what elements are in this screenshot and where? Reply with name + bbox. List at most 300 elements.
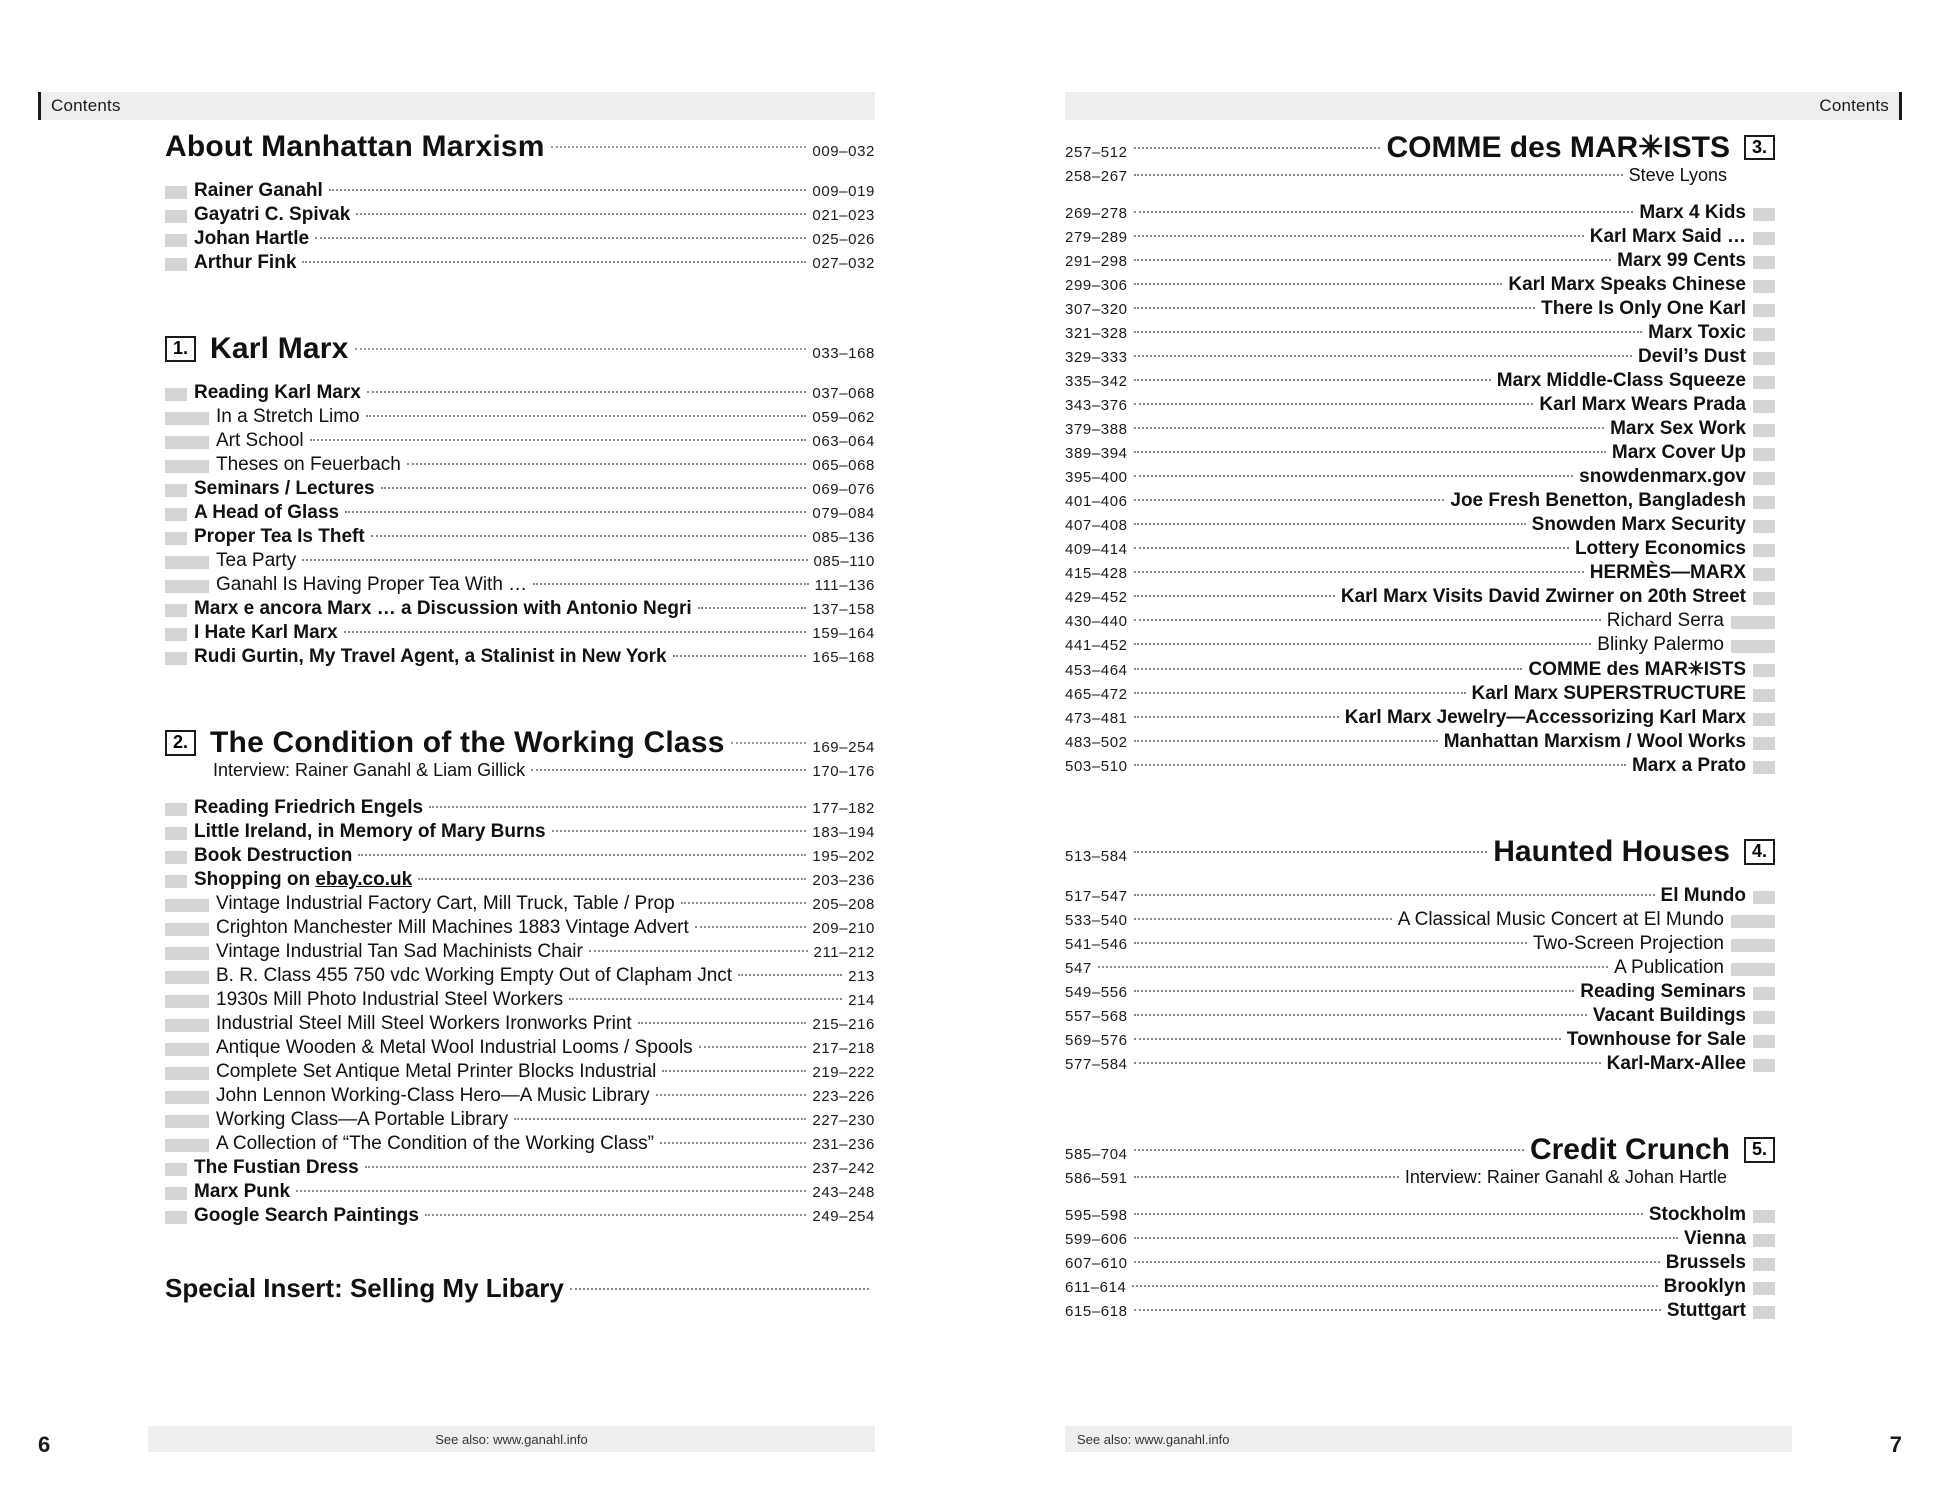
- list-item-pages: 269–278: [1065, 205, 1128, 222]
- list-item-label: Rainer Ganahl: [194, 180, 323, 201]
- list-item[interactable]: [165, 406, 875, 428]
- spacer: [165, 274, 875, 332]
- footer-note-left-label: See also: www.ganahl.info: [435, 1431, 588, 1447]
- tab-marker-icon: [1753, 424, 1775, 437]
- list-item-label: Townhouse for Sale: [1566, 1029, 1746, 1050]
- list-item-label: Blinky Palermo: [1597, 634, 1724, 655]
- list-item[interactable]: [165, 797, 875, 819]
- chapter-number-badge: 4.: [1744, 839, 1775, 865]
- list-item-pages: 389–394: [1065, 445, 1128, 462]
- chapter-heading-2[interactable]: [165, 726, 875, 760]
- list-item[interactable]: [1065, 1029, 1775, 1051]
- leader-dots: [551, 146, 807, 148]
- list-item-pages: 069–076: [812, 481, 875, 498]
- tab-marker-icon: [1753, 544, 1775, 557]
- leader-dots: [569, 998, 842, 1000]
- list-item[interactable]: [165, 1181, 875, 1203]
- list-item[interactable]: [165, 252, 875, 274]
- list-item-pages: 533–540: [1065, 912, 1128, 929]
- list-item-pages: 541–546: [1065, 936, 1128, 953]
- list-item[interactable]: [1065, 442, 1775, 464]
- list-item[interactable]: [165, 1133, 875, 1155]
- list-item-label: Industrial Steel Mill Steel Workers Ironworks Print: [216, 1013, 632, 1034]
- list-item-pages: 213: [848, 968, 875, 985]
- list-item-pages: 214: [848, 992, 875, 1009]
- tab-marker-icon: [1753, 496, 1775, 509]
- list-item-pages: 217–218: [812, 1040, 875, 1057]
- tab-marker-icon: [1753, 1258, 1775, 1271]
- leader-dots: [673, 655, 807, 657]
- leader-dots: [1134, 1062, 1601, 1064]
- leader-dots: [570, 1288, 869, 1290]
- tab-marker-icon: [1753, 256, 1775, 269]
- leader-dots: [1134, 427, 1605, 429]
- list-item[interactable]: [1065, 514, 1775, 536]
- leader-dots: [429, 806, 806, 808]
- tab-marker-icon: [165, 971, 209, 984]
- tab-marker-icon: [1753, 400, 1775, 413]
- tab-marker-icon: [165, 556, 209, 569]
- list-item-pages: 021–023: [812, 207, 875, 224]
- leader-dots: [329, 189, 807, 191]
- tab-marker-icon: [165, 388, 187, 401]
- tab-marker-icon: [165, 899, 209, 912]
- tab-marker-icon: [1753, 280, 1775, 293]
- leader-dots: [514, 1118, 806, 1120]
- list-item-label: The Fustian Dress: [194, 1157, 359, 1178]
- leader-dots: [1134, 523, 1526, 525]
- tab-marker-icon: [1753, 208, 1775, 221]
- list-item-label: Devil’s Dust: [1637, 346, 1746, 367]
- list-item[interactable]: [165, 1013, 875, 1035]
- list-item-label: Reading Karl Marx: [194, 382, 361, 403]
- tab-marker-icon: [1753, 304, 1775, 317]
- leader-dots: [296, 1190, 806, 1192]
- chapter-2-subtitle[interactable]: [213, 760, 875, 781]
- leader-dots: [1134, 1309, 1661, 1311]
- list-item-pages: 409–414: [1065, 541, 1128, 558]
- list-item-label: A Publication: [1614, 957, 1724, 978]
- list-item[interactable]: [165, 204, 875, 226]
- list-item[interactable]: [1065, 707, 1775, 729]
- list-item-label: Karl Marx Wears Prada: [1539, 394, 1746, 415]
- list-item[interactable]: [1065, 1053, 1775, 1075]
- list-item-pages: 085–136: [812, 529, 875, 546]
- leader-dots: [381, 487, 807, 489]
- chapter-heading-4[interactable]: [1065, 835, 1775, 869]
- list-item-label: A Head of Glass: [194, 502, 340, 523]
- chapter-3-subtitle-pages: 258–267: [1065, 168, 1128, 185]
- list-item-pages: 223–226: [812, 1088, 875, 1105]
- chapter-2-subtitle-pages: 170–176: [812, 763, 875, 780]
- list-item[interactable]: [1065, 466, 1775, 488]
- spacer: [1065, 869, 1775, 883]
- list-item-pages: 249–254: [812, 1208, 875, 1225]
- tab-marker-icon: [1753, 664, 1775, 677]
- spacer: [1065, 1188, 1775, 1202]
- list-item[interactable]: [165, 622, 875, 644]
- list-item-pages: 291–298: [1065, 253, 1128, 270]
- leader-dots: [1134, 1261, 1660, 1263]
- tab-marker-icon: [1753, 713, 1775, 726]
- special-insert-heading[interactable]: [165, 1273, 875, 1304]
- list-item-label: I Hate Karl Marx: [194, 622, 338, 643]
- list-item[interactable]: [165, 646, 875, 668]
- running-head-left: [38, 92, 875, 120]
- list-item-label: B. R. Class 455 750 vdc Working Empty Out of Clapham Jnct: [216, 965, 733, 986]
- list-item-pages: 009–019: [812, 183, 875, 200]
- list-item-label: A Classical Music Concert at El Mundo: [1397, 909, 1724, 930]
- list-item[interactable]: [1065, 1228, 1775, 1250]
- section-heading-about-pages: 009–032: [812, 143, 875, 160]
- list-item-label: Theses on Feuerbach: [216, 454, 401, 475]
- leader-dots: [1134, 740, 1438, 742]
- list-item[interactable]: [1065, 683, 1775, 705]
- list-item-pages: 415–428: [1065, 565, 1128, 582]
- leader-dots: [1134, 942, 1527, 944]
- tab-marker-icon: [165, 652, 187, 665]
- leader-dots: [358, 854, 806, 856]
- list-item-label: Little Ireland, in Memory of Mary Burns: [194, 821, 546, 842]
- list-item-label: Ganahl Is Having Proper Tea With …: [216, 574, 528, 595]
- list-item[interactable]: [165, 821, 875, 843]
- chapter-3-subtitle[interactable]: [1065, 165, 1727, 186]
- list-item[interactable]: [165, 430, 875, 452]
- list-item[interactable]: [1065, 1005, 1775, 1027]
- list-item-pages: 453–464: [1065, 662, 1128, 679]
- list-item[interactable]: [1065, 885, 1775, 907]
- chapter-heading-1[interactable]: [165, 332, 875, 366]
- leader-dots: [731, 742, 807, 744]
- list-item-label: snowdenmarx.gov: [1579, 466, 1746, 487]
- tab-marker-icon: [165, 604, 187, 617]
- list-item-label: Crighton Manchester Mill Machines 1883 Vintage Advert: [216, 917, 689, 938]
- list-item-label: COMME des MAR✳ISTS: [1528, 659, 1746, 680]
- list-item[interactable]: [1065, 1300, 1775, 1322]
- list-item-pages: 059–062: [812, 409, 875, 426]
- list-item[interactable]: [165, 502, 875, 524]
- chapter-number-badge: 3.: [1744, 135, 1775, 161]
- list-item-pages: 441–452: [1065, 637, 1128, 654]
- list-item-pages: 569–576: [1065, 1032, 1128, 1049]
- list-item-label: Working Class—A Portable Library: [216, 1109, 509, 1130]
- list-item-label: Karl Marx SUPERSTRUCTURE: [1471, 683, 1746, 704]
- tab-marker-icon: [165, 803, 187, 816]
- tab-marker-icon: [1753, 1306, 1775, 1319]
- leader-dots: [1132, 1285, 1657, 1287]
- list-item-pages: 243–248: [812, 1184, 875, 1201]
- list-item-label: 1930s Mill Photo Industrial Steel Workers: [216, 989, 564, 1010]
- list-item[interactable]: [1065, 1252, 1775, 1274]
- list-item-label: John Lennon Working-Class Hero—A Music Library: [216, 1085, 650, 1106]
- tab-marker-icon: [165, 508, 187, 521]
- tab-marker-icon: [165, 875, 187, 888]
- list-item[interactable]: [165, 1061, 875, 1083]
- chapter-number-badge: 2.: [165, 730, 196, 756]
- list-item[interactable]: [165, 478, 875, 500]
- leader-dots: [681, 902, 807, 904]
- spacer: [1065, 777, 1775, 835]
- list-item[interactable]: [165, 989, 875, 1011]
- leader-dots: [365, 1166, 807, 1168]
- tab-marker-icon: [165, 1091, 209, 1104]
- page-right: [970, 0, 1940, 1500]
- tab-marker-icon: [1753, 1059, 1775, 1072]
- leader-dots: [1134, 147, 1381, 149]
- leader-dots: [1134, 894, 1655, 896]
- list-item-pages: 159–164: [812, 625, 875, 642]
- ebay-link[interactable]: ebay.co.uk: [315, 869, 413, 890]
- list-item-pages: 329–333: [1065, 349, 1128, 366]
- tab-marker-icon: [165, 1067, 209, 1080]
- list-item[interactable]: [1065, 981, 1775, 1003]
- list-item-pages: 429–452: [1065, 589, 1128, 606]
- list-item-label: HERMÈS—MARX: [1589, 562, 1746, 583]
- list-item[interactable]: [1065, 1204, 1775, 1226]
- list-item[interactable]: [1065, 562, 1775, 584]
- leader-dots: [1134, 331, 1643, 333]
- leader-dots: [1134, 692, 1466, 694]
- tab-marker-icon: [1753, 737, 1775, 750]
- list-item-label: Stockholm: [1648, 1204, 1746, 1225]
- chapter-5-subtitle-pages: 586–591: [1065, 1170, 1128, 1187]
- tab-marker-icon: [1753, 472, 1775, 485]
- list-item-pages: 177–182: [812, 800, 875, 817]
- list-item[interactable]: [1065, 586, 1775, 608]
- list-item[interactable]: [165, 917, 875, 939]
- leader-dots: [1134, 499, 1445, 501]
- list-item-label: Antique Wooden & Metal Wool Industrial Looms / Spools: [216, 1037, 693, 1058]
- leader-dots: [1134, 595, 1335, 597]
- list-item[interactable]: [165, 382, 875, 404]
- leader-dots: [1134, 1149, 1524, 1151]
- chapter-heading-5[interactable]: [1065, 1133, 1775, 1167]
- chapter-heading-3-pages: 257–512: [1065, 144, 1128, 161]
- leader-dots: [366, 415, 807, 417]
- list-item[interactable]: [1065, 909, 1775, 931]
- leader-dots: [1134, 1176, 1399, 1178]
- leader-dots: [1134, 307, 1536, 309]
- list-item-pages: 205–208: [812, 896, 875, 913]
- tab-marker-icon: [1753, 1282, 1775, 1295]
- section-heading-about[interactable]: [165, 130, 875, 164]
- footer-note-right-label: See also: www.ganahl.info: [1077, 1431, 1230, 1447]
- tab-marker-icon: [165, 1043, 209, 1056]
- list-item[interactable]: [165, 1037, 875, 1059]
- tab-marker-icon: [165, 947, 209, 960]
- list-item[interactable]: [165, 550, 875, 572]
- leader-dots: [302, 261, 806, 263]
- chapter-number-badge: 1.: [165, 336, 196, 362]
- list-item-pages: 547: [1065, 960, 1092, 977]
- list-item[interactable]: [165, 526, 875, 548]
- chapter-heading-5-pages: 585–704: [1065, 1146, 1128, 1163]
- chapter-heading-4-label: Haunted Houses: [1493, 835, 1730, 868]
- list-item-label: Shopping on ebay.co.uk: [194, 869, 413, 890]
- list-item-pages: 137–158: [812, 601, 875, 618]
- list-item-pages: 599–606: [1065, 1231, 1128, 1248]
- leader-dots: [1134, 1038, 1561, 1040]
- list-item-label: Karl Marx Said …: [1589, 226, 1746, 247]
- spacer: [1065, 1075, 1775, 1133]
- leader-dots: [1134, 1237, 1678, 1239]
- page-number-right: 7: [1889, 1432, 1902, 1457]
- list-item[interactable]: [1065, 755, 1775, 777]
- list-item-pages: 401–406: [1065, 493, 1128, 510]
- list-item[interactable]: [1065, 658, 1775, 681]
- list-item-label: Marx Punk: [194, 1181, 291, 1202]
- list-item-label: Complete Set Antique Metal Printer Blocks Industrial: [216, 1061, 657, 1082]
- tab-marker-icon: [1753, 352, 1775, 365]
- leader-dots: [695, 926, 807, 928]
- chapter-heading-2-pages: 169–254: [812, 739, 875, 756]
- contents-column-right: [1065, 130, 1775, 1380]
- tab-marker-icon: [1753, 761, 1775, 774]
- leader-dots: [407, 463, 807, 465]
- list-item-pages: 483–502: [1065, 734, 1128, 751]
- tab-marker-icon: [1753, 987, 1775, 1000]
- list-item[interactable]: [165, 893, 875, 915]
- chapter-heading-1-pages: 033–168: [812, 345, 875, 362]
- list-item[interactable]: [165, 1085, 875, 1107]
- list-item[interactable]: [165, 941, 875, 963]
- list-item-pages: 237–242: [812, 1160, 875, 1177]
- list-item[interactable]: [1065, 610, 1775, 632]
- leader-dots: [1134, 451, 1606, 453]
- list-item[interactable]: [165, 454, 875, 476]
- list-item[interactable]: [165, 1109, 875, 1131]
- leader-dots: [1134, 283, 1503, 285]
- leader-dots: [533, 583, 808, 585]
- running-head-right-label: Contents: [1819, 96, 1889, 115]
- list-item[interactable]: [165, 1205, 875, 1227]
- leader-dots: [1134, 990, 1575, 992]
- leader-dots: [1134, 619, 1601, 621]
- list-item[interactable]: [1065, 957, 1775, 979]
- list-item-pages: 307–320: [1065, 301, 1128, 318]
- list-item[interactable]: [1065, 418, 1775, 440]
- list-item-label: Reading Friedrich Engels: [194, 797, 424, 818]
- leader-dots: [738, 974, 842, 976]
- tab-marker-icon: [165, 827, 187, 840]
- leader-dots: [315, 237, 806, 239]
- list-item[interactable]: [1065, 490, 1775, 512]
- leader-dots: [589, 950, 808, 952]
- list-item[interactable]: [165, 845, 875, 867]
- tab-marker-icon: [1753, 1035, 1775, 1048]
- leader-dots: [367, 391, 807, 393]
- list-item-label: Seminars / Lectures: [194, 478, 375, 499]
- list-item[interactable]: [1065, 202, 1775, 224]
- leader-dots: [1134, 716, 1339, 718]
- list-item-label: Google Search Paintings: [194, 1205, 419, 1226]
- list-item-label: Marx 99 Cents: [1617, 250, 1746, 271]
- list-item-label: Marx Sex Work: [1610, 418, 1746, 439]
- chapter-5-subtitle[interactable]: [1065, 1167, 1727, 1188]
- tab-marker-icon: [1753, 376, 1775, 389]
- list-item[interactable]: [1065, 538, 1775, 560]
- list-item-pages: 299–306: [1065, 277, 1128, 294]
- tab-marker-icon: [1753, 232, 1775, 245]
- list-item-pages: 065–068: [812, 457, 875, 474]
- list-item-label: Johan Hartle: [194, 228, 310, 249]
- leader-dots: [1134, 851, 1488, 853]
- list-item-pages: 549–556: [1065, 984, 1128, 1001]
- list-item[interactable]: [1065, 250, 1775, 272]
- chapter-heading-3[interactable]: [1065, 130, 1775, 165]
- leader-dots: [638, 1022, 807, 1024]
- list-item-label: A Collection of “The Condition of the Working Class”: [216, 1133, 654, 1154]
- running-head-right: [1065, 92, 1902, 120]
- list-item[interactable]: [165, 228, 875, 250]
- list-item[interactable]: [1065, 933, 1775, 955]
- tab-marker-icon: [1731, 939, 1775, 952]
- tab-marker-icon: [165, 1187, 187, 1200]
- tab-marker-icon: [1731, 963, 1775, 976]
- list-item-pages: 165–168: [812, 649, 875, 666]
- tab-marker-icon: [1753, 448, 1775, 461]
- list-item[interactable]: [165, 574, 875, 596]
- list-item[interactable]: [1065, 298, 1775, 320]
- list-item-label: Vienna: [1684, 1228, 1746, 1249]
- tab-marker-icon: [1731, 640, 1775, 653]
- list-item-label: Marx Toxic: [1648, 322, 1746, 343]
- list-item[interactable]: [1065, 226, 1775, 248]
- tab-marker-icon: [165, 234, 187, 247]
- list-item-label: Tea Party: [216, 550, 297, 571]
- list-item-label: Vintage Industrial Factory Cart, Mill Truck, Table / Prop: [216, 893, 675, 914]
- list-item[interactable]: [165, 180, 875, 202]
- list-item-pages: 473–481: [1065, 710, 1128, 727]
- list-item[interactable]: [1065, 370, 1775, 392]
- section-heading-about-label: About Manhattan Marxism: [165, 130, 545, 163]
- tab-marker-icon: [165, 460, 209, 473]
- leader-dots: [1134, 764, 1626, 766]
- list-item-pages: 211–212: [813, 944, 875, 961]
- spacer: [165, 668, 875, 726]
- list-item[interactable]: [165, 598, 875, 620]
- tab-marker-icon: [165, 436, 209, 449]
- list-item-shopping-ebay[interactable]: [165, 869, 875, 891]
- spacer: [165, 164, 875, 178]
- list-item[interactable]: [1065, 322, 1775, 344]
- special-insert-label: Special Insert: Selling My Libary: [165, 1273, 564, 1303]
- list-item[interactable]: [1065, 1276, 1775, 1298]
- page-left: [0, 0, 970, 1500]
- tab-marker-icon: [1753, 891, 1775, 904]
- leader-dots: [1134, 211, 1634, 213]
- list-item-label: Marx Middle-Class Squeeze: [1496, 370, 1746, 391]
- list-item[interactable]: [1065, 274, 1775, 296]
- list-item-label: Reading Seminars: [1580, 981, 1746, 1002]
- tab-marker-icon: [1753, 328, 1775, 341]
- list-item[interactable]: [1065, 731, 1775, 753]
- list-item[interactable]: [165, 965, 875, 987]
- leader-dots: [1134, 174, 1623, 176]
- leader-dots: [1134, 235, 1584, 237]
- list-item[interactable]: [1065, 346, 1775, 368]
- list-item[interactable]: [1065, 394, 1775, 416]
- list-item[interactable]: [165, 1157, 875, 1179]
- tab-marker-icon: [165, 628, 187, 641]
- list-item-pages: 611–614: [1065, 1279, 1127, 1296]
- leader-dots: [344, 631, 807, 633]
- leader-dots: [356, 213, 806, 215]
- list-item-pages: 085–110: [813, 553, 875, 570]
- list-item-label: Vacant Buildings: [1592, 1005, 1746, 1026]
- leader-dots: [1134, 918, 1392, 920]
- list-item[interactable]: [1065, 634, 1775, 656]
